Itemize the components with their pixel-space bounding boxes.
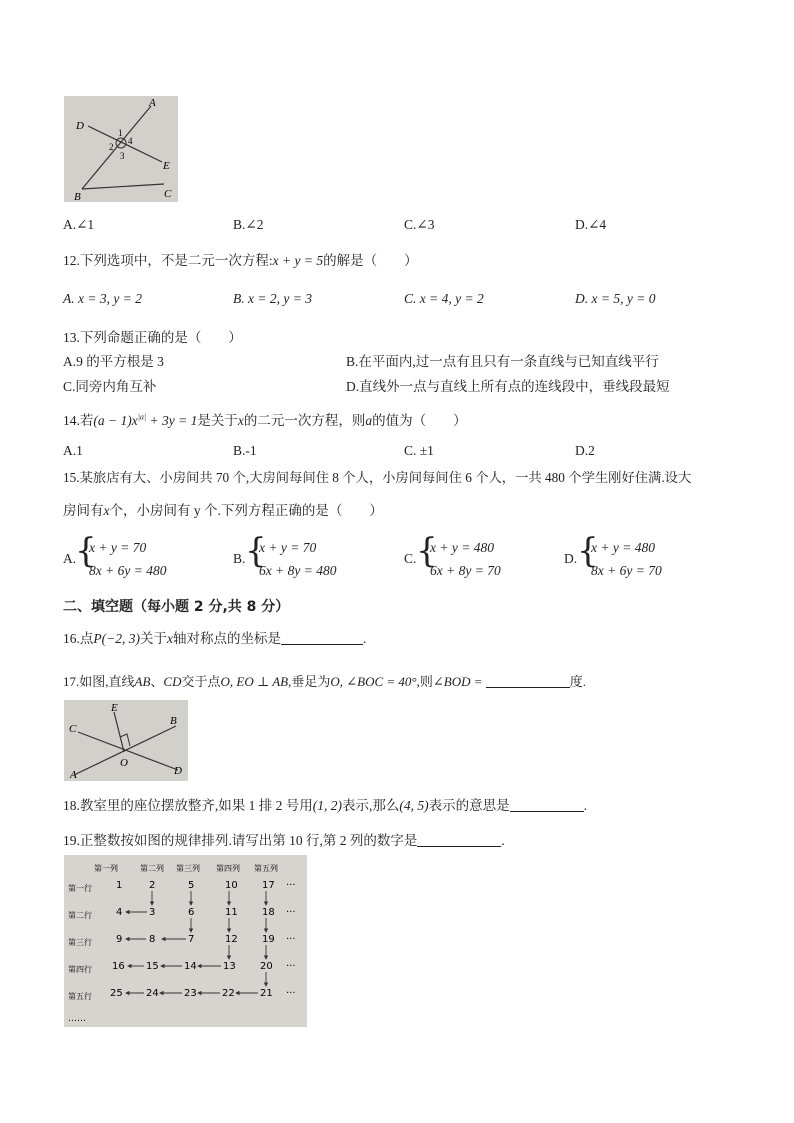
svg-text:4: 4	[116, 907, 123, 918]
svg-text:15: 15	[146, 961, 159, 972]
svg-text:···: ···	[286, 907, 296, 918]
q12-stem: 12.下列选项中，不是二元一次方程:x + y = 5的解是（ ）	[63, 253, 418, 268]
svg-text:10: 10	[225, 880, 238, 891]
q13-option-c: C.同旁内角互补	[63, 379, 157, 394]
q19-stem: 19.正整数按如图的规律排列.请写出第 10 行,第 2 列的数字是 .	[63, 833, 505, 848]
q11-figure	[64, 96, 178, 202]
svg-text:19: 19	[262, 934, 275, 945]
q15-option-c-brace: {	[416, 531, 438, 571]
q15-stem-line1: 15.某旅店有大、小房间共 70 个,大房间每间住 8 个人，小房间每间住 6 个人，一共 480 个学生刚好住满.设大	[63, 470, 692, 485]
svg-text:6: 6	[188, 907, 195, 918]
svg-text:D: D	[76, 120, 84, 132]
q15-option-d-system: x + y = 480 8x + 6y = 70	[591, 540, 662, 578]
q17-answer-blank[interactable]	[486, 673, 570, 688]
q19-answer-blank[interactable]	[417, 832, 501, 847]
q15-option-b-brace: {	[245, 531, 267, 571]
svg-text:3: 3	[149, 907, 156, 918]
svg-text:第五列: 第五列	[254, 864, 278, 873]
q15-option-c-system: x + y = 480 6x + 8y = 70	[430, 540, 501, 578]
svg-text:24: 24	[146, 988, 159, 999]
svg-text:···: ···	[286, 934, 296, 945]
svg-text:第三行: 第三行	[68, 938, 92, 947]
svg-text:21: 21	[260, 988, 273, 999]
svg-text:O: O	[120, 757, 128, 769]
svg-text:A: A	[149, 97, 156, 109]
svg-text:3: 3	[120, 151, 125, 161]
svg-text:B: B	[74, 191, 81, 202]
svg-text:17: 17	[262, 880, 275, 891]
svg-text:13: 13	[223, 961, 236, 972]
svg-text:C: C	[69, 723, 77, 735]
q15-option-b-label: B.	[233, 551, 246, 566]
q17-figure	[64, 700, 188, 781]
svg-text:···: ···	[286, 880, 296, 891]
svg-text:14: 14	[184, 961, 197, 972]
q18-stem: 18.教室里的座位摆放整齐,如果 1 排 2 号用(1, 2)表示,那么(4, 5)表示的意思是 .	[63, 798, 587, 813]
svg-text:第一列: 第一列	[94, 864, 118, 873]
svg-text:第一行: 第一行	[68, 884, 92, 893]
q11-option-d: D.∠4	[575, 217, 607, 232]
q15-option-c-label: C.	[404, 551, 417, 566]
number-arrangement-table	[64, 855, 307, 1027]
svg-text:2: 2	[149, 880, 156, 891]
svg-text:5: 5	[188, 880, 195, 891]
svg-text:第二列: 第二列	[140, 864, 164, 873]
svg-text:第四列: 第四列	[216, 864, 240, 873]
q15-option-b-system: x + y = 70 6x + 8y = 480	[259, 540, 337, 578]
svg-text:22: 22	[222, 988, 235, 999]
perpendicular-lines-diagram	[64, 700, 188, 781]
q14-option-b: B.-1	[233, 443, 257, 458]
q15-stem-line2: 房间有x个，小房间有 y 个.下列方程正确的是（ ）	[63, 503, 383, 518]
svg-text:11: 11	[225, 907, 238, 918]
q14-option-c: C. ±1	[404, 443, 434, 458]
svg-text:8: 8	[149, 934, 156, 945]
q13-stem: 13.下列命题正确的是（ ）	[63, 330, 242, 345]
q12-option-c: C. x = 4, y = 2	[404, 291, 484, 306]
q15-option-d-label: D.	[564, 551, 578, 566]
svg-text:第五行: 第五行	[68, 992, 92, 1001]
q18-answer-blank[interactable]	[510, 797, 584, 812]
svg-text:1: 1	[118, 128, 123, 138]
q12-option-a: A. x = 3, y = 2	[63, 291, 142, 306]
q15-option-a-brace: {	[75, 531, 97, 571]
q15-option-a-system: x + y = 70 8x + 6y = 480	[89, 540, 167, 578]
angle-diagram	[64, 96, 178, 202]
svg-text:2: 2	[109, 142, 114, 152]
svg-text:···: ···	[286, 988, 296, 999]
q13-option-d: D.直线外一点与直线上所有点的连线段中，垂线段最短	[346, 379, 670, 394]
svg-text:9: 9	[116, 934, 123, 945]
q12-option-d: D. x = 5, y = 0	[575, 291, 656, 306]
svg-text:1: 1	[116, 880, 123, 891]
q19-figure	[64, 855, 307, 1027]
svg-text:···: ···	[286, 961, 296, 972]
q12-option-b: B. x = 2, y = 3	[233, 291, 312, 306]
svg-text:25: 25	[110, 988, 123, 999]
q13-option-a: A.9 的平方根是 3	[63, 354, 164, 369]
svg-text:……: ……	[68, 1014, 86, 1024]
svg-text:第三列: 第三列	[176, 864, 200, 873]
svg-text:23: 23	[184, 988, 197, 999]
svg-text:4: 4	[128, 136, 133, 146]
q16-stem: 16.点P(−2, 3)关于x轴对称点的坐标是 .	[63, 631, 367, 646]
svg-text:20: 20	[260, 961, 273, 972]
svg-text:12: 12	[225, 934, 238, 945]
svg-text:C: C	[164, 188, 172, 200]
q14-option-a: A.1	[63, 443, 83, 458]
q16-answer-blank[interactable]	[281, 630, 363, 645]
svg-text:D: D	[174, 765, 182, 777]
svg-text:第二行: 第二行	[68, 911, 92, 920]
svg-text:第四行: 第四行	[68, 965, 92, 974]
q11-option-a: A.∠1	[63, 217, 95, 232]
section-heading-fill-blank: 二、填空题（每小题 2 分,共 8 分）	[63, 599, 290, 615]
q17-stem: 17.如图,直线AB、CD交于点O, EO ⊥ AB,垂足为O, ∠BOC = 40°,则∠BOD = 度.	[63, 674, 587, 689]
q15-option-d-brace: {	[577, 531, 599, 571]
svg-text:A: A	[70, 769, 77, 781]
svg-text:E: E	[163, 160, 170, 172]
q11-option-b: B.∠2	[233, 217, 264, 232]
svg-text:B: B	[170, 715, 177, 727]
svg-text:7: 7	[188, 934, 195, 945]
svg-text:16: 16	[112, 961, 125, 972]
q11-option-c: C.∠3	[404, 217, 435, 232]
svg-text:18: 18	[262, 907, 275, 918]
q13-option-b: B.在平面内,过一点有且只有一条直线与已知直线平行	[346, 354, 659, 369]
q14-stem: 14.若$(a - 1)x^{|a|} + 3y = 1$是关于x的二元一次方程，则a的值为（ ）	[63, 412, 467, 428]
q14-option-d: D.2	[575, 443, 595, 458]
svg-text:E: E	[111, 702, 118, 714]
q15-option-a-label: A.	[63, 551, 77, 566]
